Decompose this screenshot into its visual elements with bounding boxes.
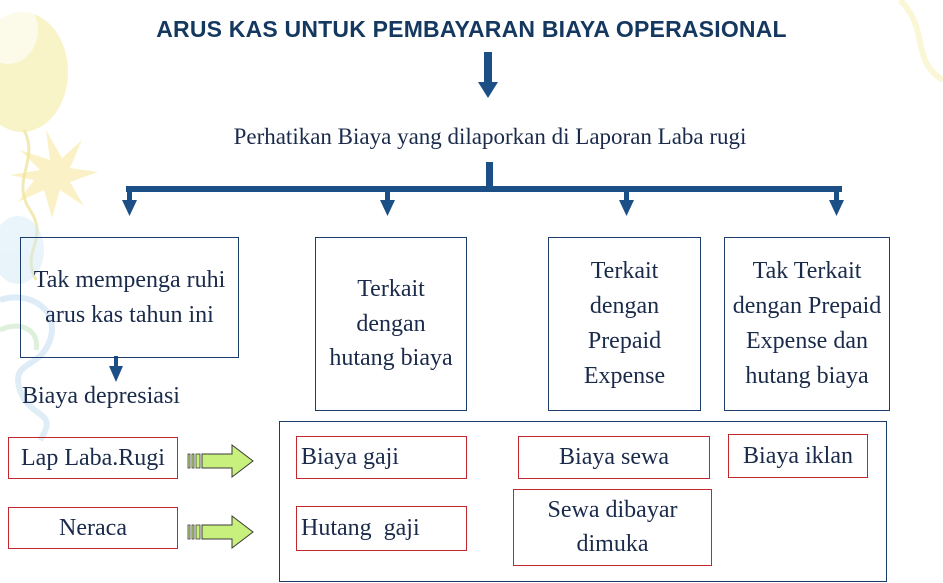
report-label: Neraca [59, 514, 127, 541]
report-box-balance-sheet [8, 507, 178, 549]
item-biaya-gaji [296, 436, 467, 479]
item-label: Biaya iklan [743, 442, 853, 469]
branch-drop-1 [127, 186, 132, 200]
depresiasi-arrow-head [109, 366, 123, 382]
category-label: Tak Terkait dengan Prepaid Expense dan hutang biaya [732, 258, 882, 389]
item-hutang-gaji [296, 506, 467, 551]
branch-drop-4 [834, 186, 839, 200]
branch-arrow-head-3 [619, 200, 634, 216]
title-arrow-head [478, 82, 498, 98]
item-label: Sewa dibayar dimuka [547, 496, 678, 557]
category-box-unrelated [724, 237, 890, 411]
title-arrow-shaft [484, 52, 492, 84]
item-biaya-iklan [728, 434, 868, 478]
item-biaya-sewa [518, 436, 710, 479]
category-box-no-cash-effect [20, 237, 239, 358]
block-arrow-icon [186, 512, 256, 552]
category-label: Terkait dengan hutang biaya [329, 275, 453, 372]
branch-drop-3 [624, 186, 629, 200]
branch-bar [126, 186, 842, 192]
item-label: Biaya gaji [301, 444, 399, 471]
report-box-income-statement [8, 437, 178, 479]
item-label: Hutang gaji [301, 515, 420, 542]
branch-arrow-head-4 [829, 200, 844, 216]
category-box-accrued-expense [315, 237, 467, 411]
category-label: Tak mempenga ruhi arus kas tahun ini [33, 266, 226, 328]
branch-arrow-head-2 [380, 200, 395, 216]
category-box-prepaid-expense [548, 237, 701, 411]
category-label: Terkait dengan Prepaid Expense [583, 258, 666, 389]
block-arrow-icon [186, 441, 256, 481]
page-title: ARUS KAS UNTUK PEMBAYARAN BIAYA OPERASIONAL [156, 16, 787, 42]
item-sewa-dibayar-dimuka [513, 489, 712, 566]
report-label: Lap Laba.Rugi [21, 444, 165, 471]
branch-drop-2 [385, 186, 390, 200]
subtitle-stem [486, 162, 493, 188]
branch-arrow-head-1 [122, 200, 137, 216]
example-depreciation: Biaya depresiasi [22, 383, 180, 409]
diagram-subtitle: Perhatikan Biaya yang dilaporkan di Laporan Laba rugi [233, 124, 747, 149]
item-label: Biaya sewa [559, 444, 669, 471]
